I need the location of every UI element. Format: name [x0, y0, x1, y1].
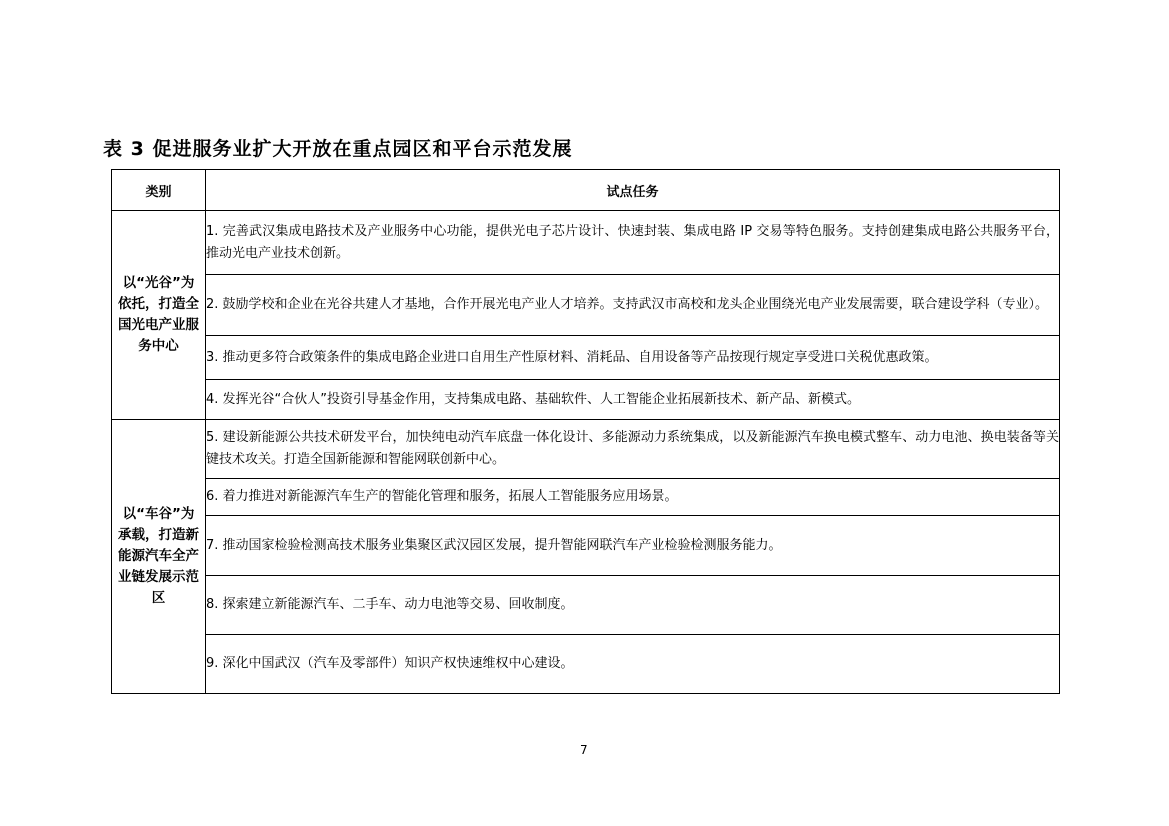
- header-category: 类别: [112, 170, 206, 211]
- table-title: 表 3 促进服务业扩大开放在重点园区和平台示范发展: [103, 138, 573, 160]
- table-row: [112, 576, 1060, 635]
- category-label: 以“光谷”为依托，打造全国光电产业服务中心: [118, 275, 199, 354]
- table-row: [112, 479, 1060, 516]
- table-row: [112, 336, 1060, 380]
- task-cell: 9. 深化中国武汉（汽车及零部件）知识产权快速维权中心建设。: [206, 635, 1060, 694]
- table-row: [112, 420, 1060, 479]
- task-cell: 2. 鼓励学校和企业在光谷共建人才基地，合作开展光电产业人才培养。支持武汉市高校和龙头企业围绕光电产业发展需要，联合建设学科（专业）。: [206, 275, 1060, 336]
- pilot-tasks-table: [111, 169, 1060, 694]
- task-cell: 3. 推动更多符合政策条件的集成电路企业进口自用生产性原材料、消耗品、自用设备等产品按现行规定享受进口关税优惠政策。: [206, 336, 1060, 380]
- task-cell: 8. 探索建立新能源汽车、二手车、动力电池等交易、回收制度。: [206, 576, 1060, 635]
- table-row: [112, 516, 1060, 576]
- table-header-row: [112, 170, 1060, 211]
- page-number: 7: [580, 743, 588, 757]
- task-cell: 4. 发挥光谷“合伙人”投资引导基金作用，支持集成电路、基础软件、人工智能企业拓展新技术、新产品、新模式。: [206, 380, 1060, 420]
- category-cell-auto-valley: [112, 420, 206, 694]
- table-row: [112, 380, 1060, 420]
- table-row: [112, 635, 1060, 694]
- header-task: 试点任务: [206, 170, 1060, 211]
- task-cell: 6. 着力推进对新能源汽车生产的智能化管理和服务，拓展人工智能服务应用场景。: [206, 479, 1060, 516]
- task-cell: 5. 建设新能源公共技术研发平台，加快纯电动汽车底盘一体化设计、多能源动力系统集成，以及新能源汽车换电模式整车、动力电池、换电装备等关键技术攻关。打造全国新能源和智能网联创新中心。: [206, 420, 1060, 479]
- table-row: [112, 275, 1060, 336]
- category-label: 以“车谷”为承载，打造新能源汽车全产业链发展示范区: [118, 506, 199, 606]
- category-cell-optics-valley: [112, 211, 206, 420]
- table-row: [112, 211, 1060, 275]
- task-cell: 1. 完善武汉集成电路技术及产业服务中心功能，提供光电子芯片设计、快速封装、集成电路 IP 交易等特色服务。支持创建集成电路公共服务平台，推动光电产业技术创新。: [206, 211, 1060, 275]
- task-cell: 7. 推动国家检验检测高技术服务业集聚区武汉园区发展，提升智能网联汽车产业检验检测服务能力。: [206, 516, 1060, 576]
